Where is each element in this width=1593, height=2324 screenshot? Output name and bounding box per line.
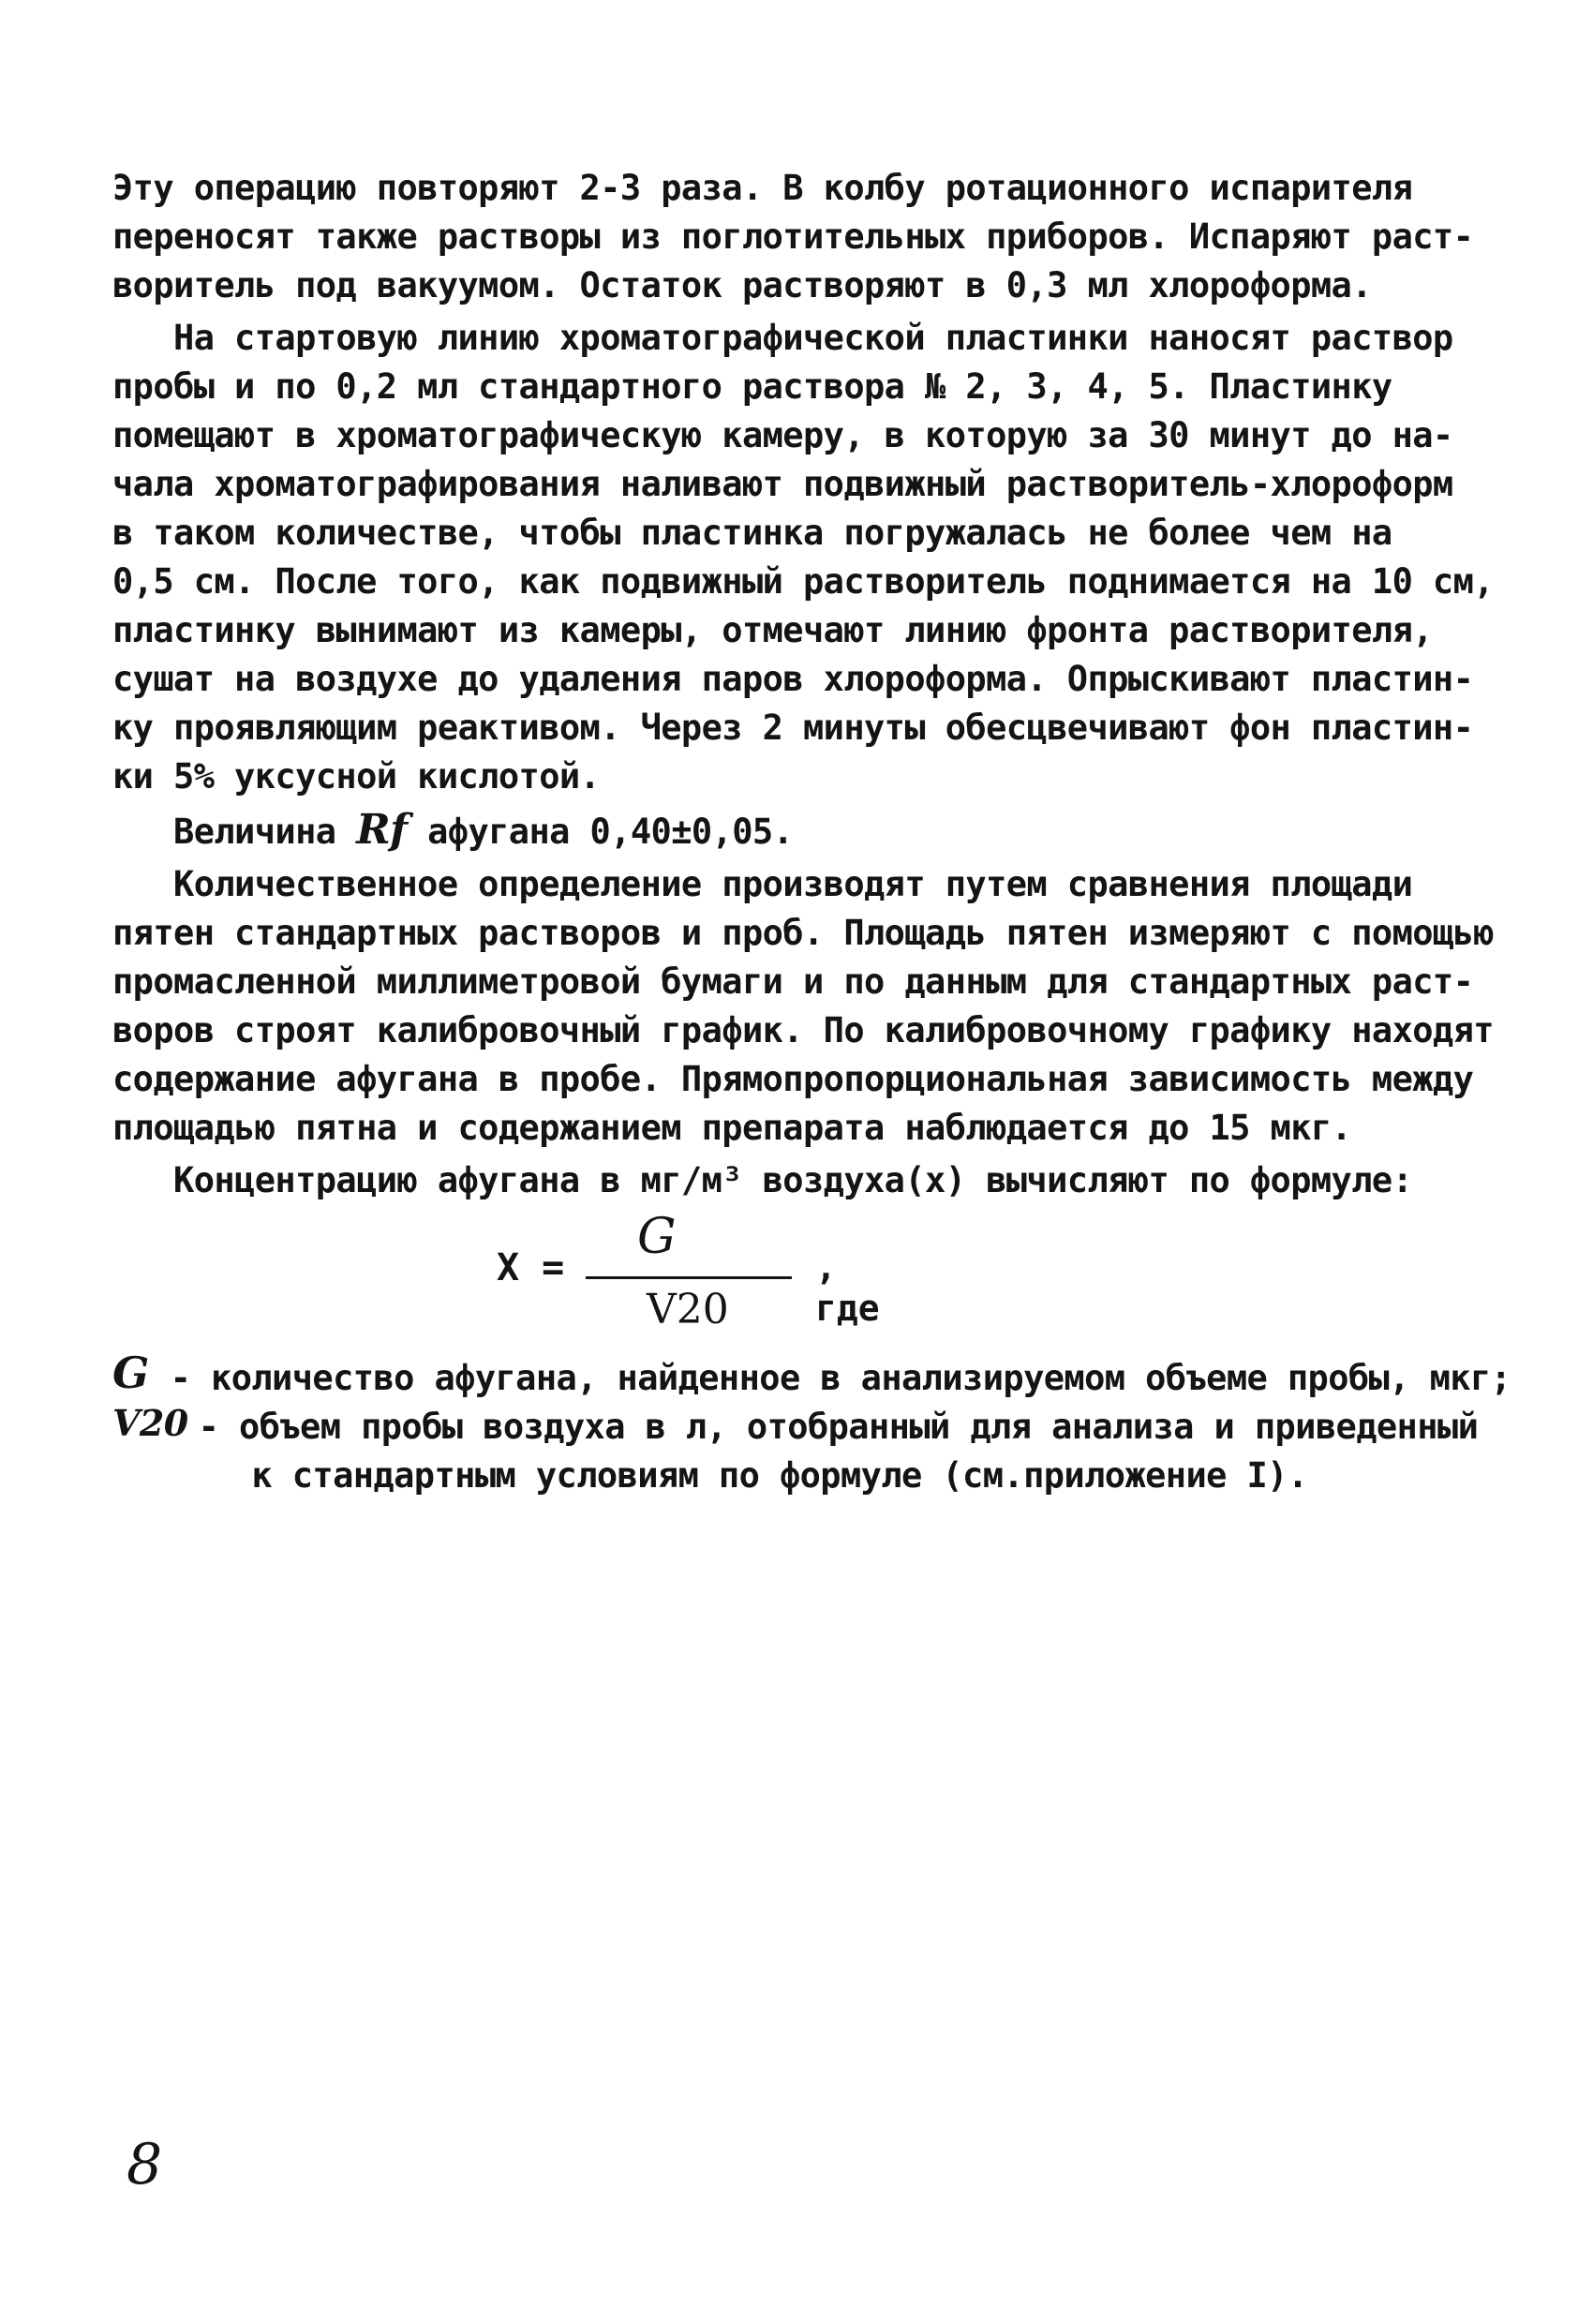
text-line-17: воров строят калибровочный график. По калибровочному графику находят <box>112 1010 1494 1050</box>
rf-suffix: афугана 0,40±0,05. <box>407 812 794 852</box>
text-line-19: площадью пятна и содержанием препарата наблюдается до 15 мкг. <box>112 1108 1352 1148</box>
text-line-6: помещают в хроматографическую камеру, в которую за 30 минут до на- <box>112 415 1453 455</box>
text-line-1: Эту операцию повторяют 2-3 раза. В колбу ротационного испарителя <box>112 168 1413 208</box>
definition-text-1: - количество афугана, найденное в анализируемом объеме пробы, мкг; <box>150 1358 1511 1398</box>
page-number: 8 <box>127 2132 163 2197</box>
formula-denominator: V20 <box>647 1286 729 1333</box>
definition-row-3 <box>112 1452 1308 1598</box>
text-line-20: Концентрацию афугана в мг/м³ воздуха(х) вычисляют по формуле: <box>112 1160 1413 1200</box>
text-line-12: ку проявляющим реактивом. Через 2 минуты обесцвечивают фон пластин- <box>112 708 1474 748</box>
text-line-5: пробы и по 0,2 мл стандартного раствора № 2, 3, 4, 5. Пластинку <box>112 366 1392 407</box>
definition-text-2: - объем пробы воздуха в л, отобранный для анализа и приведенный <box>178 1407 1479 1447</box>
text-line-11: сушат на воздухе до удаления паров хлороформа. Опрыскивают пластин- <box>112 659 1474 699</box>
text-line-18: содержание афугана в пробе. Прямопропорциональная зависимость между <box>112 1059 1474 1099</box>
formula-numerator: G <box>637 1209 677 1265</box>
text-line-10: пластинку вынимают из камеры, отмечают линию фронта растворителя, <box>112 610 1433 650</box>
formula-where: , где <box>815 1246 880 1329</box>
text-line-7: чала хроматографирования наливают подвижный растворитель-хлороформ <box>112 464 1453 504</box>
definition-symbol-1: G <box>112 1348 149 1398</box>
concentration-formula <box>497 1209 909 1340</box>
definition-symbol-2: V20 <box>112 1402 188 1444</box>
text-line-13: ки 5% уксусной кислотой. <box>112 756 601 797</box>
fraction-bar <box>586 1276 792 1279</box>
text-line-14: Количественное определение производят путем сравнения площади <box>112 864 1413 904</box>
formula-lhs: X = <box>497 1246 565 1289</box>
text-line-9: 0,5 см. После того, как подвижный растворитель поднимается на 10 см, <box>112 561 1494 602</box>
text-line-4: На стартовую линию хроматографической пластинки наносят раствор <box>112 318 1453 358</box>
rf-prefix: Величина <box>112 812 357 852</box>
definition-text-3: к стандартным условиям по формуле (см.приложение I). <box>150 1455 1308 1496</box>
text-line-8: в таком количестве, чтобы пластинка погружалась не более чем на <box>112 513 1392 553</box>
text-line-2: переносят также растворы из поглотительных приборов. Испаряют раст- <box>112 216 1474 257</box>
text-line-15: пятен стандартных растворов и проб. Площадь пятен измеряют с помощью <box>112 913 1494 953</box>
text-line-16: промасленной миллиметровой бумаги и по данным для стандартных раст- <box>112 961 1474 1002</box>
text-line-3: воритель под вакуумом. Остаток растворяют в 0,3 мл хлороформа. <box>112 265 1372 305</box>
rf-line <box>112 806 793 857</box>
rf-symbol: Rf <box>356 806 408 854</box>
